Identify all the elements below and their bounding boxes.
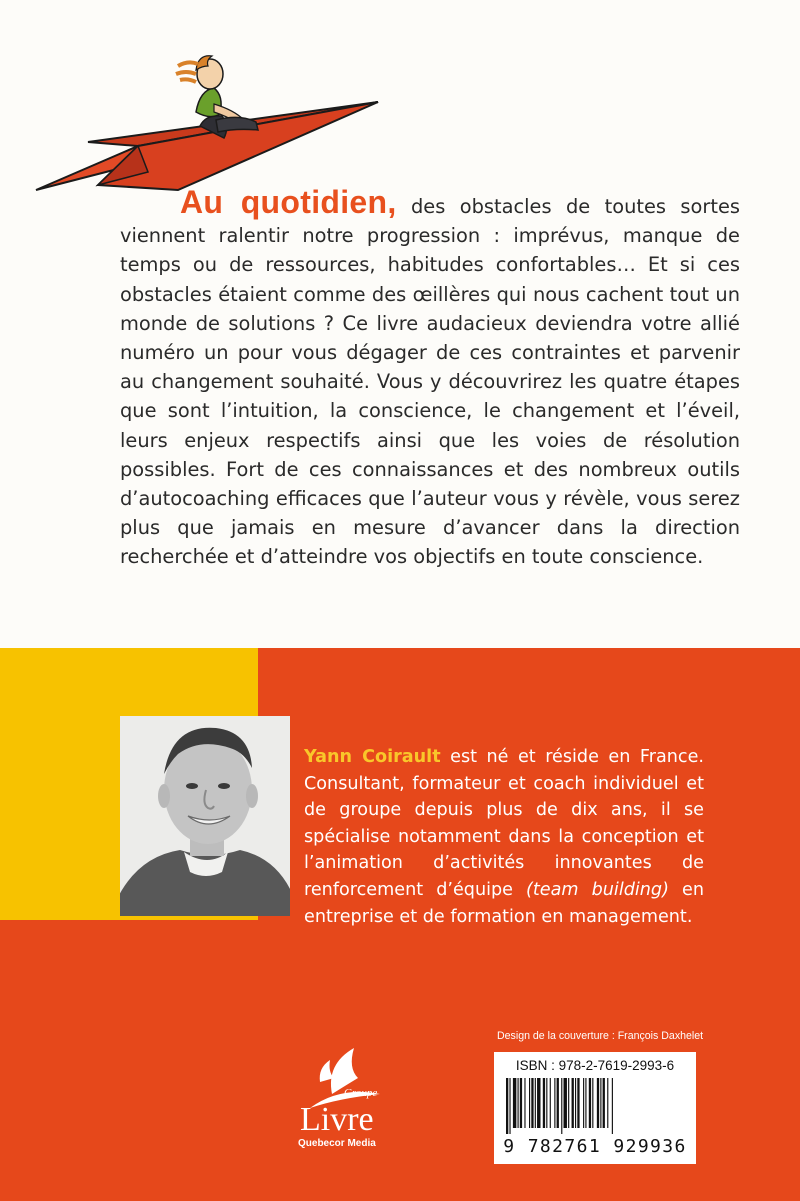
barcode-bar xyxy=(518,1078,519,1128)
barcode-bar xyxy=(585,1078,586,1128)
author-bio-part2: en entreprise et de formation en management. xyxy=(304,879,704,927)
barcode-bar xyxy=(572,1078,574,1128)
barcode-bar xyxy=(557,1078,559,1128)
isbn-label: ISBN : 978-2-7619-2993-6 xyxy=(515,1058,675,1073)
barcode-bar xyxy=(577,1078,579,1128)
barcode-digits: 9 782761 929936 xyxy=(503,1136,687,1157)
author-bio-italic: (team building) xyxy=(526,879,669,900)
barcode-bar xyxy=(506,1078,508,1134)
barcode-bar xyxy=(597,1078,599,1128)
blurb-text: des obstacles de toutes sortes viennent ralentir notre progression : imprévus, manque de temps ou de ressources, habitudes confortables… Et si ces obstacles étaient comme des œillères qui nous cachent tout un monde de solutions ? Ce livre audacieux deviendra votre allié numéro un pour vous dégager de ces contraintes et parvenir au changement souhaité. Vous y découvrirez les quatre étapes que sont l’intuition, la conscience, le changement et l’éveil, leurs enjeux respectifs ainsi que les voies de résolution possibles. Fort de ces connaissances et des nombreux outils d’autocoaching efficaces que l’auteur vous y révèle, vous serez plus que jamais en mesure d’avancer dans la direction recherchée et d’atteindre vos objectifs en toute conscience. xyxy=(120,195,741,569)
barcode-bar xyxy=(535,1078,536,1128)
barcode-bar xyxy=(564,1078,567,1128)
barcode-bar xyxy=(520,1078,522,1128)
publisher-logo xyxy=(280,1042,410,1152)
barcode-bar xyxy=(513,1078,516,1128)
author-bio xyxy=(304,744,704,930)
barcode-bar xyxy=(603,1078,605,1128)
barcode-bar xyxy=(531,1078,533,1128)
barcode-bar xyxy=(607,1078,608,1128)
author-portrait-icon xyxy=(120,716,290,916)
barcode-bar xyxy=(509,1078,510,1134)
barcode-bar xyxy=(612,1078,613,1134)
logo-groupe: Groupe xyxy=(344,1087,378,1099)
barcode-bar xyxy=(589,1078,591,1128)
author-photo xyxy=(120,716,290,916)
author-name: Yann Coirault xyxy=(304,747,441,767)
isbn-box xyxy=(494,1052,696,1164)
barcode-bar xyxy=(561,1078,562,1134)
barcode-bar xyxy=(554,1078,555,1128)
barcode-bar xyxy=(546,1078,547,1128)
barcode-bar xyxy=(592,1078,593,1128)
barcode-bar xyxy=(524,1078,525,1128)
author-section xyxy=(0,648,800,1201)
cover-design-credit: Design de la couverture : François Daxhelet xyxy=(497,1030,704,1042)
back-cover-blurb xyxy=(120,184,741,572)
barcode-bar xyxy=(583,1078,584,1128)
isbn-barcode xyxy=(506,1078,686,1134)
logo-livre: Livre xyxy=(300,1101,374,1138)
logo-quebecor: Quebecor Media xyxy=(298,1138,376,1149)
author-bio-part1: est né et réside en France. Consultant, formateur et coach individuel et de groupe depuis plus de dix ans, il se spécialise notamment dans la conception et l’animation d’activités innovantes de renforcement d’équipe xyxy=(304,747,704,900)
paper-plane-illustration xyxy=(28,40,388,200)
blurb-lead: Au quotidien, xyxy=(180,184,397,220)
barcode-bar xyxy=(550,1078,551,1128)
barcode-bar xyxy=(543,1078,545,1128)
barcode-bar xyxy=(537,1078,540,1128)
barcode-bar xyxy=(600,1078,601,1128)
barcode-bar xyxy=(568,1078,569,1128)
barcode-bar xyxy=(575,1078,576,1128)
barcode-bar xyxy=(529,1078,530,1128)
